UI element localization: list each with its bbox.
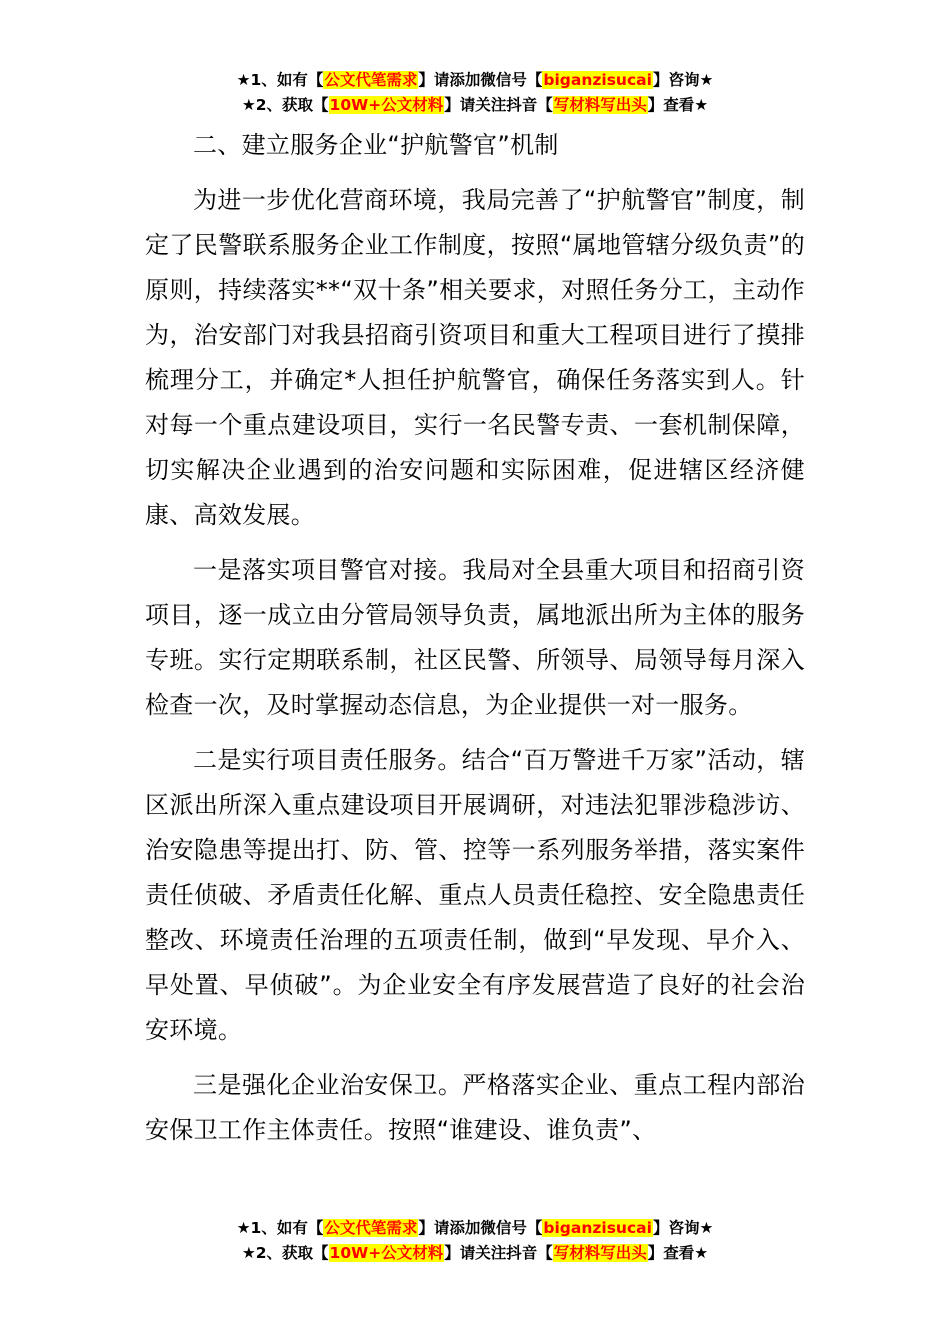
footer-banner-line-2 — [0, 1241, 950, 1266]
banner-text: ★1、如有【 — [236, 1219, 324, 1237]
highlighted-text: biganzisucai — [543, 71, 652, 89]
highlighted-text: 公文代笔需求 — [324, 71, 418, 89]
section-title: 二、建立服务企业“护航警官”机制 — [193, 131, 559, 159]
banner-text: ★2、获取【 — [241, 1244, 329, 1262]
banner-text: 】请关注抖音【 — [444, 96, 553, 114]
header-banner-line-1 — [0, 68, 950, 93]
footer-banner-line-1 — [0, 1216, 950, 1241]
banner-text: ★2、获取【 — [241, 96, 329, 114]
highlighted-text: 写材料写出头 — [553, 96, 647, 114]
header-banner-line-2 — [0, 93, 950, 118]
paragraph-point-2: 二是实行项目责任服务。结合“百万警进千万家”活动，辖区派出所深入重点建设项目开展调研，对违法犯罪涉稳涉访、治安隐患等提出打、防、管、控等一系列服务举措，落实案件责任侦破、矛盾责任化解、重点人员责任稳控、安全隐患责任整改、环境责任治理的五项责任制，做到“早发现、早介入、早处置、早侦破”。为企业安全有序发展营造了良好的社会治安环境。 — [145, 746, 806, 1044]
highlighted-text: 公文代笔需求 — [324, 1219, 418, 1237]
banner-text: 】请关注抖音【 — [444, 1244, 553, 1262]
banner-text: 】请添加微信号【 — [418, 71, 543, 89]
highlighted-text: biganzisucai — [543, 1219, 652, 1237]
highlighted-text: 10W+公文材料 — [329, 1244, 444, 1262]
banner-text: 】咨询★ — [652, 1219, 714, 1237]
highlighted-text: 10W+公文材料 — [329, 96, 444, 114]
header-banner — [0, 68, 950, 118]
paragraph-point-1: 一是落实项目警官对接。我局对全县重大项目和招商引资项目，逐一成立由分管局领导负责，属地派出所为主体的服务专班。实行定期联系制，社区民警、所领导、局领导每月深入检查一次，及时掌握动态信息，为企业提供一对一服务。 — [145, 556, 805, 719]
banner-text: 】咨询★ — [652, 71, 714, 89]
banner-text: 】请添加微信号【 — [418, 1219, 543, 1237]
document-body — [145, 123, 805, 1153]
footer-banner — [0, 1216, 950, 1266]
banner-text: ★1、如有【 — [236, 71, 324, 89]
highlighted-text: 写材料写出头 — [553, 1244, 647, 1262]
banner-text: 】查看★ — [647, 1244, 709, 1262]
banner-text: 】查看★ — [647, 96, 709, 114]
paragraph-intro: 为进一步优化营商环境，我局完善了“护航警官”制度，制定了民警联系服务企业工作制度，按照“属地管辖分级负责”的原则，持续落实**“双十条”相关要求，对照任务分工，主动作为，治安部门对我县招商引资项目和重大工程项目进行了摸排梳理分工，并确定*人担任护航警官，确保任务落实到人。针对每一个重点建设项目，实行一名民警专责、一套机制保障，切实解决企业遇到的治安问题和实际困难，促进辖区经济健康、高效发展。 — [145, 186, 805, 529]
paragraph-point-3: 三是强化企业治安保卫。严格落实企业、重点工程内部治安保卫工作主体责任。按照“谁建设、谁负责”、 — [145, 1071, 805, 1144]
